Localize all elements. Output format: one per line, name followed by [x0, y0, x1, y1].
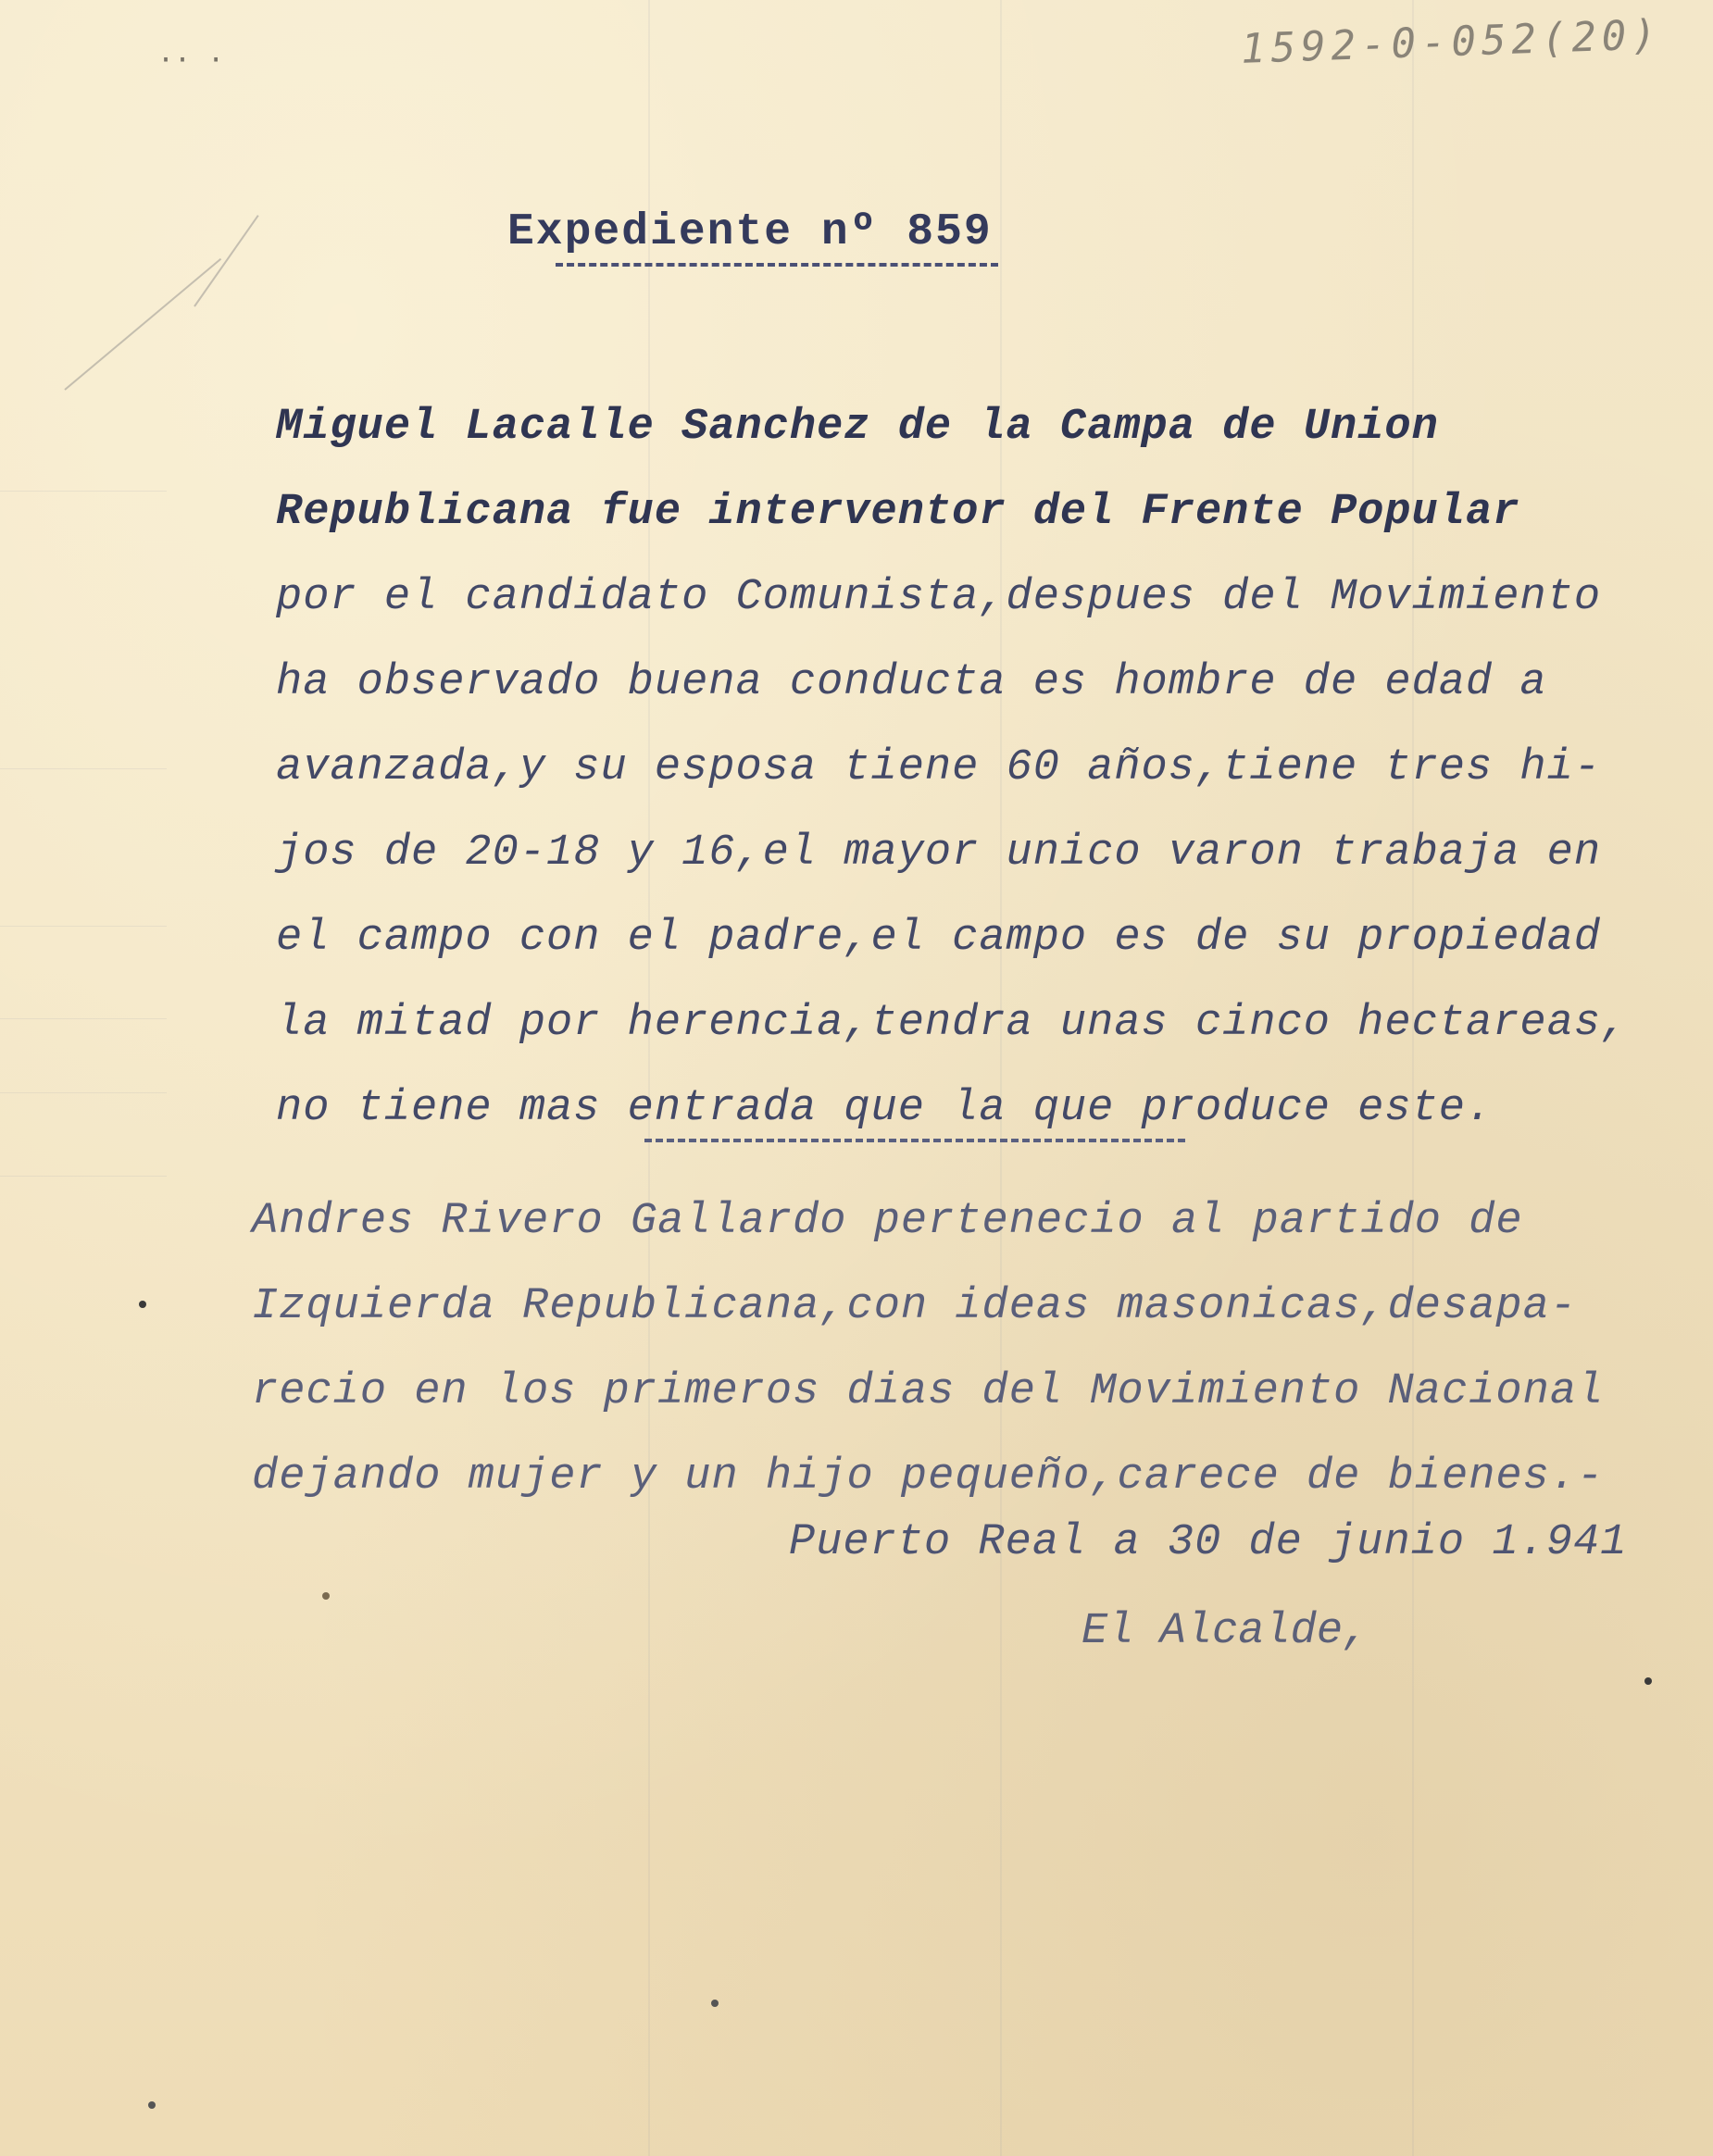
text-line: el campo con el padre,el campo es de su propiedad [276, 914, 1602, 963]
text-line: la mitad por herencia,tendra unas cinco hectareas, [276, 999, 1629, 1048]
archive-reference-number: 1592-0-052(20) [1240, 11, 1663, 73]
ink-speck [1644, 1677, 1652, 1685]
section-divider [644, 1139, 1185, 1142]
paragraph-1 [276, 385, 1628, 1152]
show-through-line [0, 1018, 167, 1019]
text-line: Andres Rivero Gallardo pertenecio al partido de [252, 1197, 1523, 1246]
signature-line: El Alcalde, [1082, 1607, 1369, 1656]
text-line: dejando mujer y un hijo pequeño,carece de bienes.- [252, 1452, 1605, 1502]
ink-speck [148, 2101, 156, 2109]
text-line: jos de 20-18 y 16,el mayor unico varon trabaja en [276, 829, 1602, 878]
text-line: Republicana fue interventor del Frente Popular [276, 488, 1520, 537]
text-line: por el candidato Comunista,despues del Movimiento [276, 573, 1602, 622]
text-line: Miguel Lacalle Sanchez de la Campa de Union [276, 403, 1439, 452]
pencil-mark [64, 258, 221, 391]
text-line: ha observado buena conducta es hombre de edad a [276, 658, 1547, 707]
text-line: Izquierda Republicana,con ideas masonicas,desapa- [252, 1282, 1578, 1331]
ink-speck [139, 1301, 146, 1308]
title-underline [556, 263, 998, 267]
ink-speck [322, 1592, 330, 1600]
pencil-mark [194, 215, 258, 306]
text-line: recio en los primeros dias del Movimiento Nacional [252, 1367, 1605, 1416]
text-line: avanzada,y su esposa tiene 60 años,tiene tres hi- [276, 743, 1602, 792]
ink-speck [711, 2000, 719, 2007]
document-title: Expediente nº 859 [507, 207, 993, 257]
show-through-line [0, 926, 167, 927]
show-through-line [0, 1176, 167, 1177]
show-through-line [0, 491, 167, 492]
text-line: no tiene mas entrada que la que produce este. [276, 1084, 1494, 1133]
paragraph-2 [252, 1179, 1604, 1520]
show-through-line [0, 768, 167, 769]
place-and-date: Puerto Real a 30 de junio 1.941 [789, 1518, 1628, 1567]
corner-mark: ·· · [157, 44, 225, 77]
show-through-line [0, 1092, 167, 1093]
